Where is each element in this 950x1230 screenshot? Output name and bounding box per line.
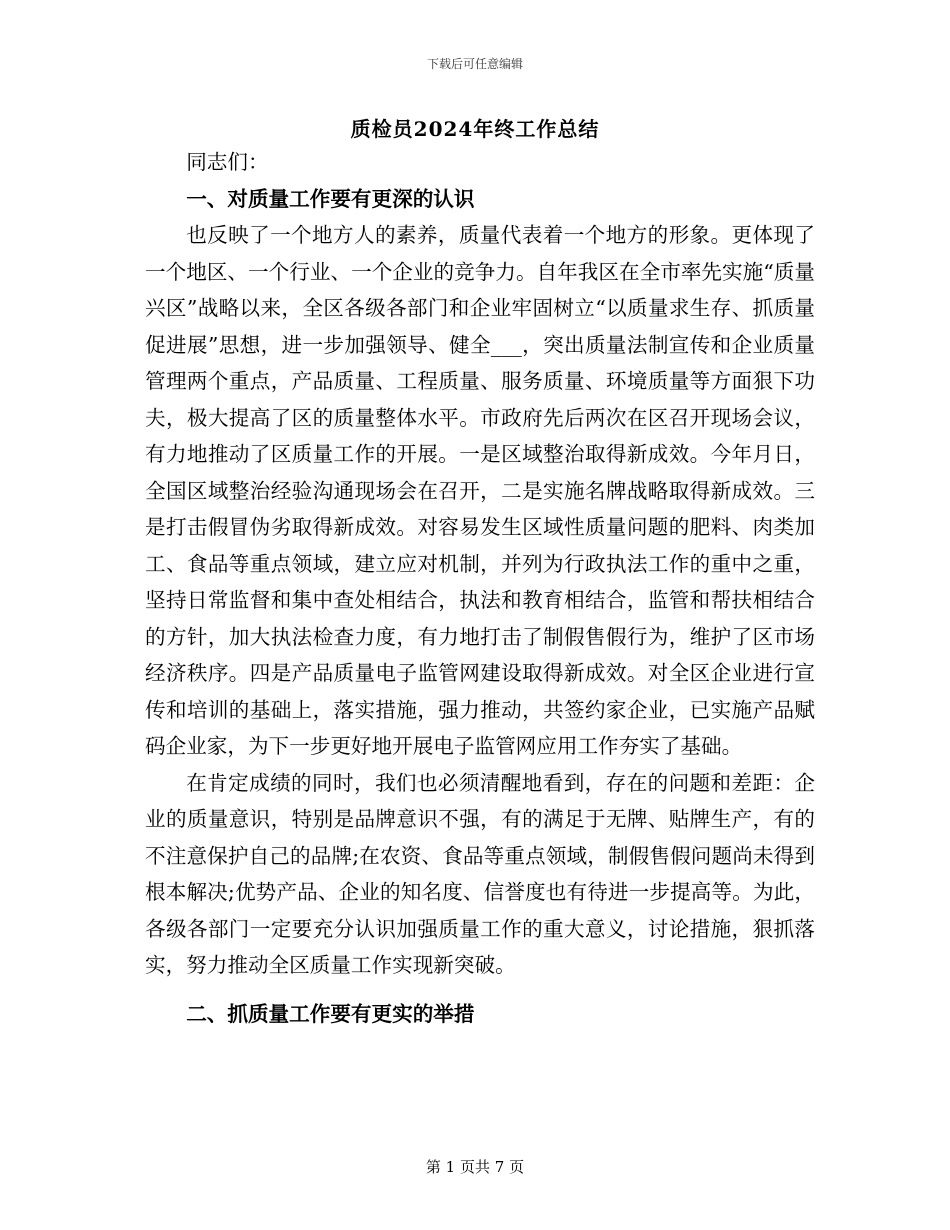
body-paragraph-1: 也反映了一个地方人的素养，质量代表着一个地方的形象。更体现了一个地区、一个行业、一个企业的竞争力。自年我区在全市率先实施“质量兴区”战略以来，全区各级各部门和企业牢固树立“以质量求生存、抓质量促进展”思想，进一步加强领导、健全___，突出质量法制宣传和企业质量管理两个重点，产品质量、工程质量、服务质量、环境质量等方面狠下功夫，极大提高了区的质量整体水平。市政府先后两次在区召开现场会议，有力地推动了区质量工作的开展。一是区域整治取得新成效。今年月日，全国区域整治经验沟通现场会在召开，二是实施名牌战略取得新成效。三是打击假冒伪劣取得新成效。对容易发生区域性质量问题的肥料、肉类加工、食品等重点领域，建立应对机制，并列为行政执法工作的重中之重，坚持日常监督和集中查处相结合，执法和教育相结合，监管和帮扶相结合的方针，加大执法检查力度，有力地打击了制假售假行为，维护了区市场经济秩序。四是产品质量电子监管网建设取得新成效。对全区企业进行宣传和培训的基础上，落实措施，强力推动，共签约家企业，已实施产品赋码企业家，为下一步更好地开展电子监管网应用工作夯实了基础。 xyxy=(145,223,815,758)
document-title: 质检员2024年终工作总结 xyxy=(350,117,600,141)
body-paragraph-2: 在肯定成绩的同时，我们也必须清醒地看到，存在的问题和差距：企业的质量意识，特别是品牌意识不强，有的满足于无牌、贴牌生产，有的不注意保护自己的品牌;在农资、食品等重点领域，制假售假问题尚未得到根本解决;优势产品、企业的知名度、信誉度也有待进一步提高等。为此，各级各部门一定要充分认识加强质量工作的重大意义，讨论措施，狠抓落实，努力推动全区质量工作实现新突破。 xyxy=(145,770,815,977)
section-heading-2: 二、抓质量工作要有更实的举措 xyxy=(186,1001,475,1026)
section-heading-1: 一、对质量工作要有更深的认识 xyxy=(186,186,475,211)
header-note: 下载后可任意编辑 xyxy=(426,57,523,71)
document-body xyxy=(145,144,815,1032)
salutation: 同志们： xyxy=(186,150,269,174)
page-number: 第 1 页共 7 页 xyxy=(425,1158,525,1176)
